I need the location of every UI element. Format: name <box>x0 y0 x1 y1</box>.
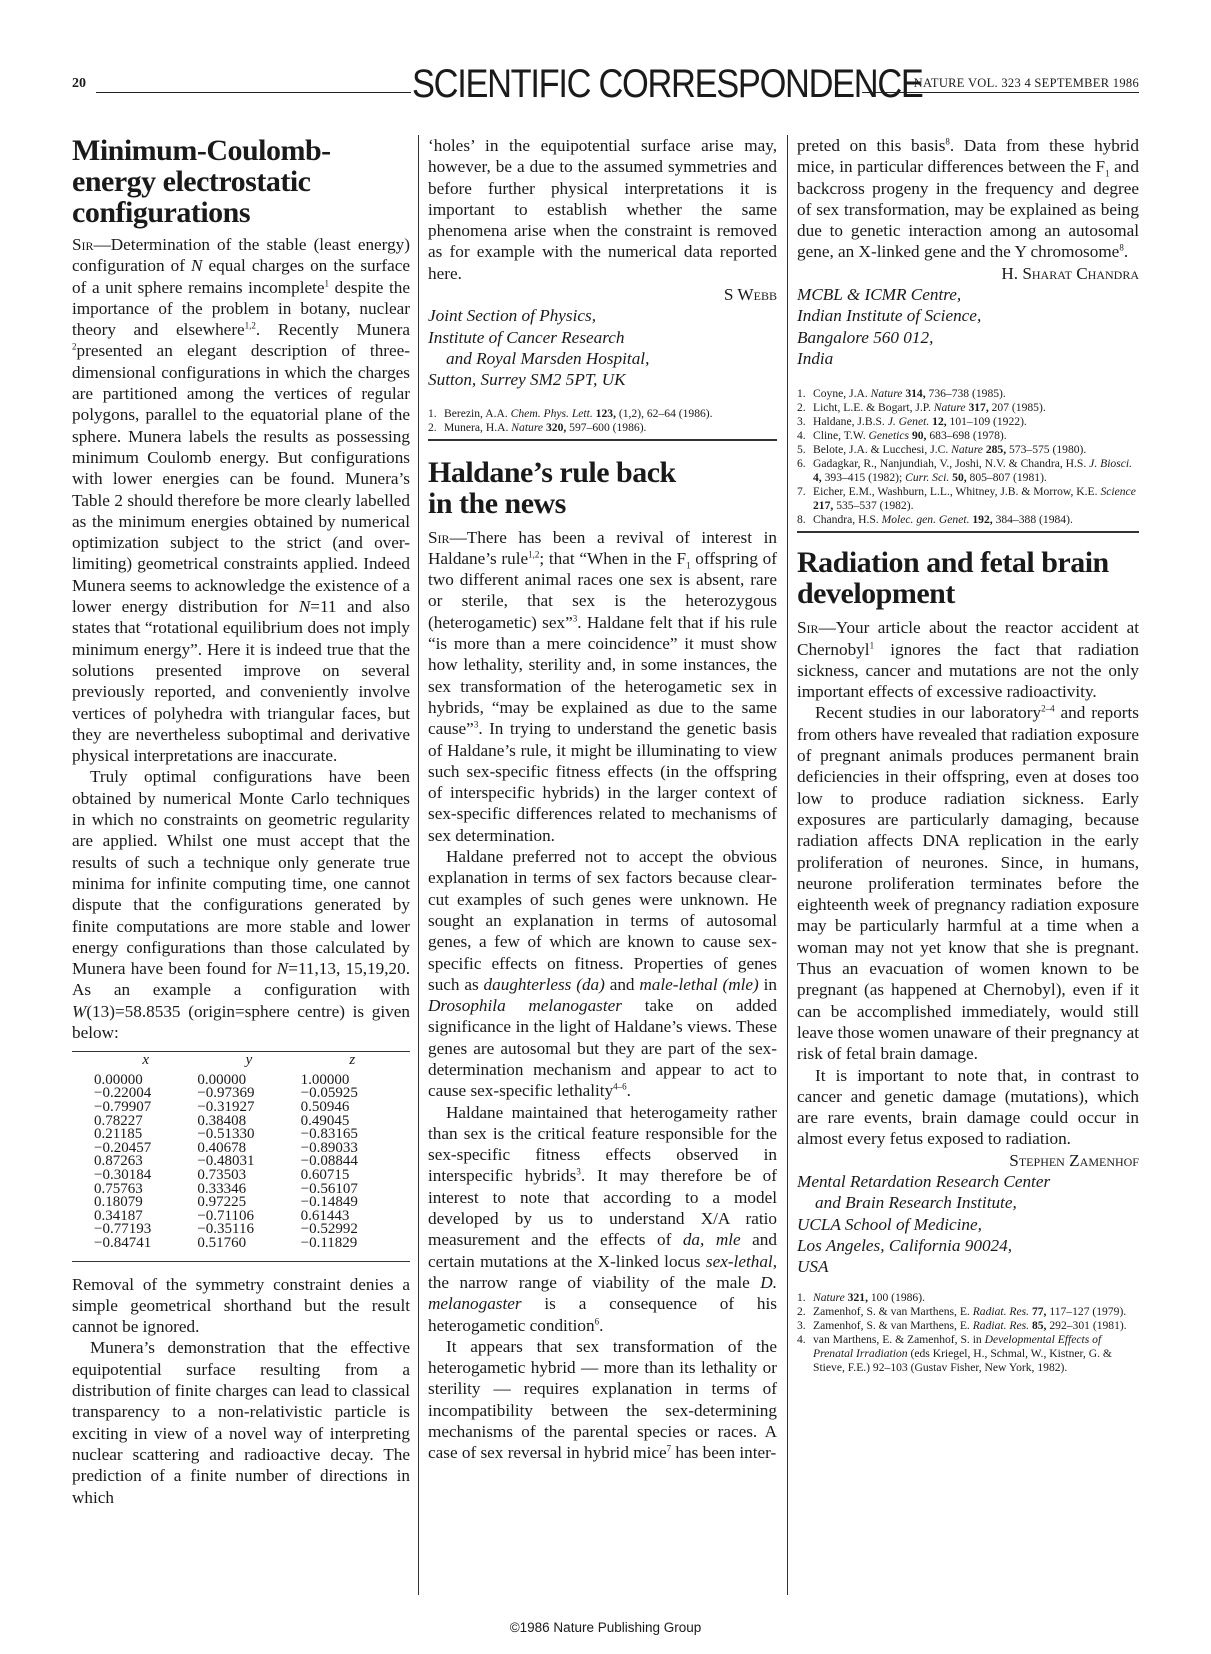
reference-item: 7. Eicher, E.M., Washburn, L.L., Whitney, J.B. & Morrow, K.E. Science 217, 535–537 (1982). <box>797 485 1136 513</box>
header-rule-left <box>96 92 411 93</box>
table-cell: −0.77193 <box>94 1221 152 1238</box>
page-header <box>72 62 1139 106</box>
reference-item: 6. Gadagkar, R., Nanjundiah, V., Joshi, N.V. & Chandra, H.S. J. Biosci. 4, 393–415 (1982); Curr. Sci. 50, 805–807 (1981). <box>797 457 1132 485</box>
table-cell: −0.89033 <box>300 1139 358 1156</box>
letter1-references <box>428 407 777 435</box>
table-header-x: x <box>142 1052 149 1069</box>
column-1 <box>72 135 410 1508</box>
table-cell: 0.33346 <box>197 1180 247 1197</box>
letter-separator-2 <box>797 531 1139 533</box>
reference-item: 5. Belote, J.A. & Lucchesi, J.C. Nature 285, 573–575 (1980). <box>797 443 1087 457</box>
table-cell: −0.51330 <box>197 1126 255 1143</box>
letter2-references <box>797 387 1139 527</box>
table-cell: 0.38408 <box>197 1112 247 1129</box>
copyright-footer: ©1986 Nature Publishing Group <box>509 1620 702 1635</box>
letter1-paragraph-4: Munera’s demonstration that the effective equipotential surface resulting from a distribution of finite charges can lead to classical transparency to a non-relativistic particle is exciting in view of a novel way of interpreting nuclear scattering and radioactive decay. The prediction of a finite number of directions in which <box>72 1338 410 1507</box>
column-3 <box>797 135 1139 1375</box>
reference-item: 3. Zamenhof, S. & van Marthens, E. Radiat. Res. 85, 292–301 (1981). <box>797 1319 1127 1333</box>
table-cell: 0.87263 <box>94 1153 143 1170</box>
table-cell: 0.00000 <box>197 1071 247 1088</box>
letter1-paragraph-1: Sir—Determination of the stable (least energy) configuration of N equal charges on the surface of a unit sphere remains incomplete$^1$ despite the importance of the problem in botany, nuclear theory and elsewhere$^{1,2}$. Recently Munera $^2$presented an elegant description of three-dimensional configurations in which the charges are partitioned among the vertices of regular polygons, parallel to the equatorial plane of the sphere. Munera labels the results as possessing minimum Coulomb energy. But configurations with lower energies can be found. Munera’s Table 2 should therefore be more clearly labelled as the minimum energies obtained by numerical optimization subject to the strict (and over-limiting) geometrical constraints applied. Indeed Munera seems to acknowledge the existence of a lower energy distribution for N=11 and also states that “rotational equilibrium does not imply minimum energy”. Here it is indeed true that the solutions presented improve on several previously reported, and conveniently involve vertices of polyhedra with triangular faces, but they are nevertheless suboptimal and derivative physical interpretations are inaccurate. <box>72 235 410 766</box>
table-cell: −0.84741 <box>94 1235 152 1251</box>
table-cell: 0.75763 <box>94 1180 143 1197</box>
reference-item: 1. Nature 321, 100 (1986). <box>797 1291 925 1305</box>
table-cell: 0.51760 <box>197 1235 247 1251</box>
table-cell: 0.49045 <box>300 1112 350 1129</box>
letter1-paragraph-2: Truly optimal configurations have been obtained by numerical Monte Carlo techniques in which no constraints on geometric regularity are applied. Whilst one must accept that the results of such a technique only generate true minima for infinite computing time, one cannot dispute that the configurations generated by finite computations are more stable and lower energy configurations than those calculated by Munera have been found for N=11,13, 15,19,20. As an example a configuration with W(13)=58.8535 (origin=sphere centre) is given below: <box>72 767 411 1042</box>
table-header-y: y <box>245 1052 253 1069</box>
table-cell: −0.71106 <box>197 1207 254 1224</box>
table-cell: 0.34187 <box>94 1207 143 1224</box>
reference-item: 3. Haldane, J.B.S. J. Genet. 12, 101–109 (1922). <box>797 415 1027 429</box>
issue-line: NATURE VOL. 323 4 SEPTEMBER 1986 <box>913 76 1139 90</box>
reference-item: 2. Licht, L.E. & Bogart, J.P. Nature 317, 207 (1985). <box>797 401 1046 415</box>
letter1-address: Joint Section of Physics, Institute of Cancer Research and Royal Marsden Hospital, Sutton, Surrey SM2 5PT, UK <box>428 306 650 390</box>
table-cell: 0.97225 <box>197 1194 247 1211</box>
table-cell: −0.22004 <box>94 1085 152 1102</box>
table-cell: −0.11829 <box>300 1235 358 1251</box>
table-cell: 0.18079 <box>94 1194 143 1211</box>
table-cell: 0.60715 <box>300 1167 350 1184</box>
table-cell: 0.40678 <box>197 1139 247 1156</box>
letter2-title: Haldane’s rule back in the news <box>428 455 676 520</box>
coordinates-table <box>94 1052 404 1250</box>
letter2-address: MCBL & ICMR Centre, Indian Institute of Science, Bangalore 560 012, India <box>797 285 982 368</box>
table-cell: 0.61443 <box>300 1207 350 1224</box>
letter1-paragraph-3: Removal of the symmetry constraint denies a simple geometrical shorthand but the result cannot be ignored. <box>72 1274 410 1337</box>
letter2-paragraph-4: It appears that sex transformation of the heterogametic hybrid — more than its lethality or sterility — requires explanation in terms of incompatibility between the sex-determining mechanisms of the parental species or races. A case of sex reversal in hybrid mice$^7$ has been inter- <box>428 1336 777 1463</box>
table-cell: 0.21185 <box>94 1126 143 1143</box>
table-cell: 0.00000 <box>94 1071 143 1088</box>
table-header-z: z <box>349 1052 356 1069</box>
letter2-paragraph-2: Haldane preferred not to accept the obvious explanation in terms of sex factors because clear-cut examples of such genes were unknown. He sought an explanation in terms of autosomal genes, a few of which are known to cause sex-specific effects on fitness. Properties of genes such as daughterless (da) and male-lethal (mle) in Drosophila melanogaster take on added significance in the light of Haldane’s views. These genes are autosomal but they are part of the sex-determination mechanism and appear to act to cause sex-specific lethality$^{4-6}$. <box>428 847 777 1101</box>
table-cell: 0.78227 <box>94 1112 143 1129</box>
reference-item: 4. Cline, T.W. Genetics 90, 683–698 (1978). <box>797 429 1007 443</box>
reference-item: 2. Zamenhof, S. & van Marthens, E. Radiat. Res. 77, 117–127 (1979). <box>797 1305 1127 1319</box>
section-title: SCIENTIFIC CORRESPONDENCE <box>412 62 923 106</box>
letter1-paragraph-5: ‘holes’ in the equipotential surface arise may, however, be a due to the assumed symmetries and before further physical interpretations it is important to establish whether the same phenomena arise when the constraint is removed as for example with the numerical data reported here. <box>428 136 777 283</box>
letter2-paragraph-3: Haldane maintained that heterogameity rather than sex is the critical feature responsible for the sex-specific fitness effects observed in interspecific hybrids$^3$. It may therefore be of interest to note that according to a model developed by us to understand X/A ratio measurement and the effects of da, mle and certain mutations at the X-linked locus sex-lethal, the narrow range of viability of the male D. melanogaster is a consequence of his heterogametic condition$^6$. <box>428 1102 777 1335</box>
table-cell: −0.14849 <box>300 1194 358 1211</box>
table-cell: −0.05925 <box>300 1085 358 1102</box>
table-cell: −0.83165 <box>300 1126 358 1143</box>
letter2-paragraph-5: preted on this basis$^8$. Data from these hybrid mice, in particular differences between the $F_1$ and backcross progeny in the frequency and degree of sex transformation, may be explained as being due to genetic interaction among an autosomal gene, an X-linked gene and the Y chromosome$^8$. <box>797 136 1139 262</box>
reference-item: 1. Coyne, J.A. Nature 314, 736–738 (1985). <box>797 387 1006 401</box>
reference-item: 8. Chandra, H.S. Molec. gen. Genet. 192, 384–388 (1984). <box>797 513 1073 527</box>
column-divider-1 <box>418 135 419 1595</box>
letter3-paragraph-2: Recent studies in our laboratory$^{2-4}$ and reports from others have revealed that radiation exposure of pregnant animals produces permanent brain deficiencies in their offspring, even at doses too low to produce radiation sickness. Early exposures are particularly damaging, because radiation affects DNA replication in the early proliferation of neurones. Since, in humans, neurone proliferation terminates before the eighteenth week of pregnancy radiation exposure may be particularly harmful at a time when a woman may not yet know that she is pregnant. Thus an evacuation of women known to be pregnant (as happened at Chernobyl), even if it can be accomplished immediately, would still leave those women unaware of their pregnancy at risk of fetal brain damage. <box>797 703 1139 1064</box>
table-cell: −0.20457 <box>94 1139 152 1156</box>
table-cell: −0.48031 <box>197 1153 255 1170</box>
reference-item: 4. van Marthens, E. & Zamenhof, S. in Developmental Effects of Prenatal Irradiation (eds Kriegel, H., Schmal, W., Kistner, G. & Stieve, F.E.) 92–103 (Gustav Fisher, New York, 1982). <box>797 1333 1112 1375</box>
table-cell: −0.56107 <box>300 1180 358 1197</box>
table-bottom-rule <box>72 1261 410 1262</box>
letter1-signature: S Webb <box>723 285 777 305</box>
letter-separator <box>428 439 777 441</box>
reference-item: 2. Munera, H.A. Nature 320, 597–600 (1986). <box>428 420 647 434</box>
letter3-address: Mental Retardation Research Center and Brain Research Institute, UCLA School of Medicine, Los Angeles, California 90024, USA <box>797 1171 1051 1277</box>
table-cell: −0.31927 <box>197 1099 255 1116</box>
reference-item: 1. Berezin, A.A. Chem. Phys. Lett. 123, (1,2), 62–64 (1986). <box>428 406 713 420</box>
table-cell: −0.35116 <box>197 1221 254 1238</box>
table-cell: 0.73503 <box>197 1167 247 1184</box>
letter3-paragraph-1: Sir—Your article about the reactor accident at Chernobyl$^1$ ignores the fact that radiation sickness, cancer and mutations are not the only important effects of excessive radioactivity. <box>797 618 1139 702</box>
letter3-title: Radiation and fetal brain development <box>797 546 1109 611</box>
header-rule-right <box>862 92 1139 93</box>
table-cell: 0.50946 <box>300 1099 350 1116</box>
table-cell: −0.52992 <box>300 1221 358 1238</box>
table-cell: −0.79907 <box>94 1099 152 1116</box>
letter3-signature: Stephen Zamenhof <box>1009 1150 1139 1170</box>
table-row <box>94 1237 404 1251</box>
table-cell: −0.08844 <box>300 1153 358 1170</box>
letter3-paragraph-3: It is important to note that, in contrast to cancer and genetic damage (mutations), which are rare events, brain damage could occur in almost every fetus exposed to radiation. <box>797 1065 1139 1149</box>
page-number: 20 <box>72 76 86 91</box>
column-2 <box>428 135 777 1464</box>
table-cell: 1.00000 <box>300 1071 350 1088</box>
letter2-signature: H. Sharat Chandra <box>1001 263 1139 283</box>
table-cell: −0.97369 <box>197 1085 255 1102</box>
column-divider-2 <box>787 135 788 1595</box>
table-cell: −0.30184 <box>94 1167 152 1184</box>
letter1-title: Minimum-Coulomb-energy electrostatic configurations <box>72 134 331 229</box>
letter3-references <box>797 1291 1139 1375</box>
letter2-paragraph-1: Sir—There has been a revival of interest in Haldane’s rule$^{1,2}$; that “When in the $F_1$ offspring of two different animal races one sex is absent, rare or sterile, that sex is the heterozygous (heterogametic) sex”$^3$. Haldane felt that if his rule “is more than a mere coincidence” it must show how lethality, sterility and, in some instances, the sex transformation of the heterogametic sex in hybrids, “may be explained as due to the same cause”$^3$. In trying to understand the genetic basis of Haldane’s rule, it might be illuminating to view such sex-specific fitness effects (in the offspring of interspecific hybrids) in the larger context of sex-specific differences related to mechanisms of sex determination. <box>428 527 777 845</box>
